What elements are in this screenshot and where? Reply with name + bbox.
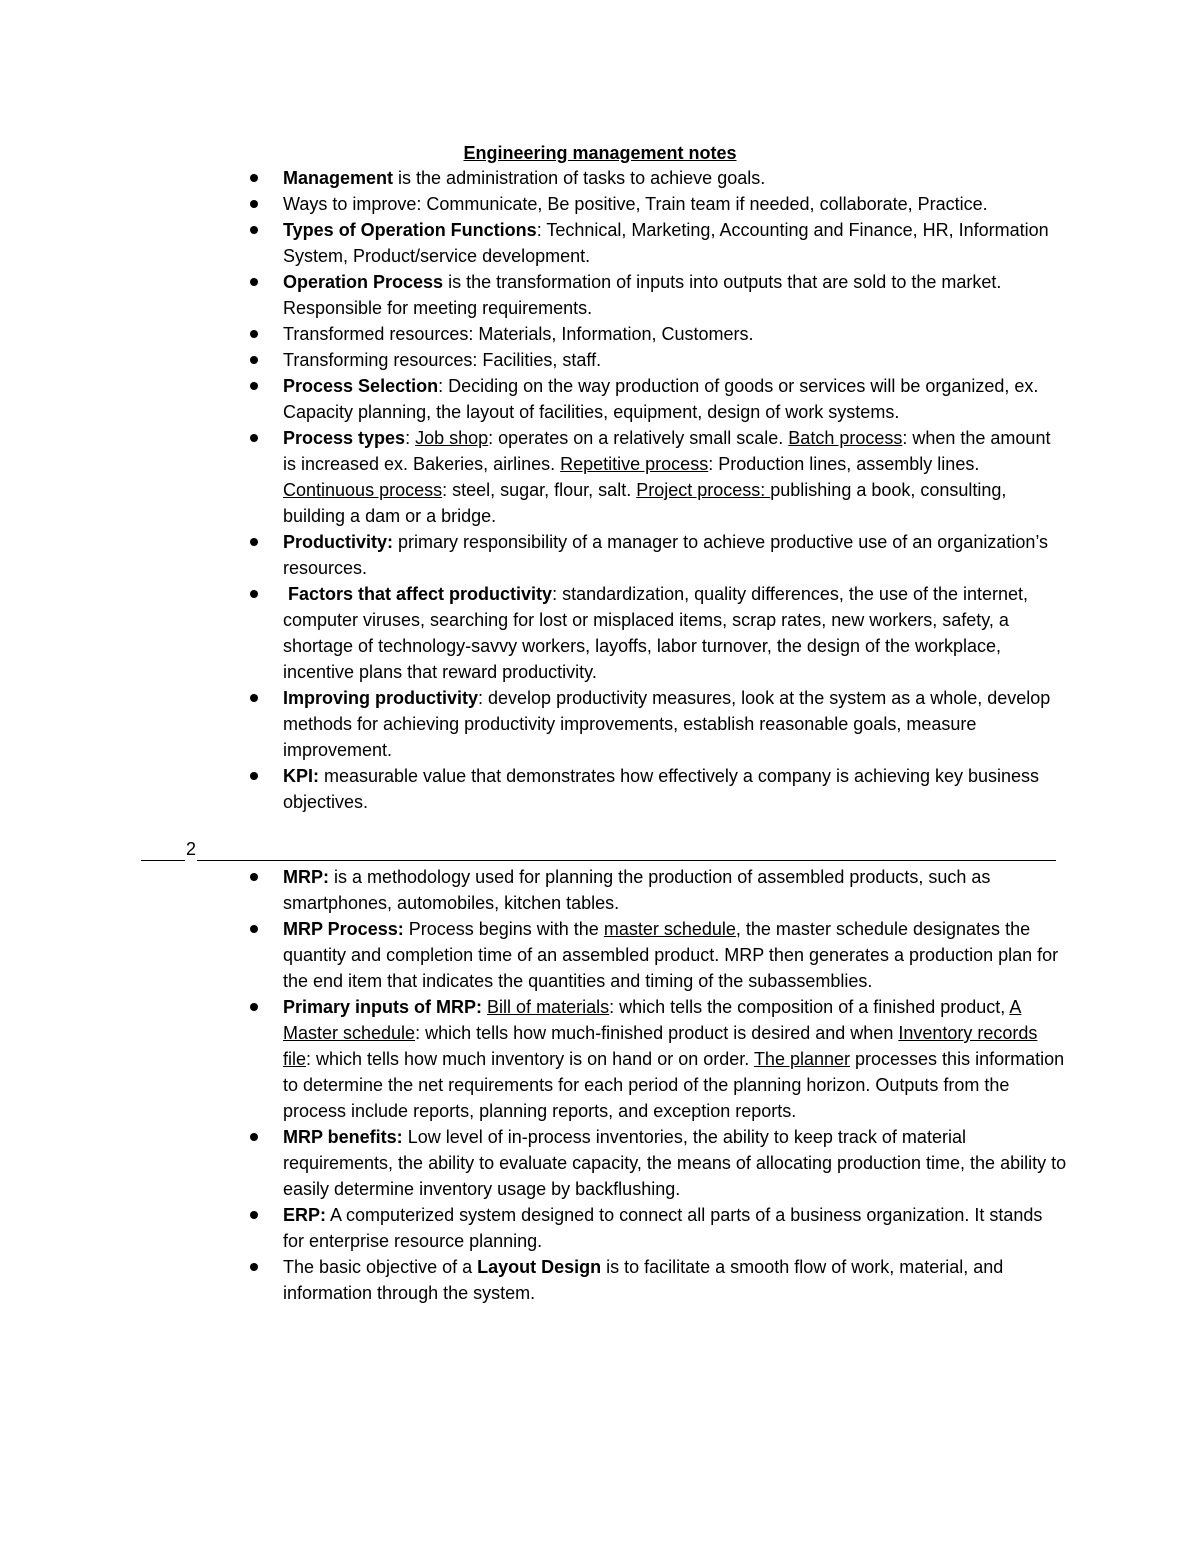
- list-item: Factors that affect productivity: standardization, quality differences, the use of the internet, computer viruses, searching for lost or misplaced items, scrap rates, new workers, safety, a shortage of technology-savvy workers, layoffs, labor turnover, the design of the workplace, incentive plans that reward productivity.: [283, 581, 1068, 685]
- bullet-icon: [250, 772, 258, 780]
- list-item: MRP Process: Process begins with the master schedule, the master schedule designates the quantity and completion time of an assembled product. MRP then generates a production plan for the end item that indicates the quantities and timing of the subassemblies.: [283, 916, 1068, 994]
- bullet-icon: [250, 200, 258, 208]
- list-item: Types of Operation Functions: Technical, Marketing, Accounting and Finance, HR, Information System, Product/service development.: [283, 217, 1068, 269]
- bullet-icon: [250, 1133, 258, 1141]
- bullet-icon: [250, 434, 258, 442]
- notes-list-page-1: [283, 165, 1068, 815]
- page-title: Engineering management notes: [463, 143, 737, 163]
- list-item: Operation Process is the transformation of inputs into outputs that are sold to the market. Responsible for meeting requirements.: [283, 269, 1068, 321]
- list-item: Transformed resources: Materials, Information, Customers.: [283, 321, 1068, 347]
- list-item: MRP benefits: Low level of in-process inventories, the ability to keep track of material requirements, the ability to evaluate capacity, the means of allocating production time, the ability to easily determine inventory usage by backflushing.: [283, 1124, 1068, 1202]
- list-item: Improving productivity: develop productivity measures, look at the system as a whole, develop methods for achieving productivity improvements, establish reasonable goals, measure improvement.: [283, 685, 1068, 763]
- list-item: Process Selection: Deciding on the way production of goods or services will be organized, ex. Capacity planning, the layout of facilities, equipment, design of work systems.: [283, 373, 1068, 425]
- bullet-icon: [250, 174, 258, 182]
- list-item: Ways to improve: Communicate, Be positive, Train team if needed, collaborate, Practice.: [283, 191, 1068, 217]
- list-item: MRP: is a methodology used for planning the production of assembled products, such as smartphones, automobiles, kitchen tables.: [283, 864, 1068, 916]
- bullet-icon: [250, 226, 258, 234]
- list-item: The basic objective of a Layout Design is to facilitate a smooth flow of work, material, and information through the system.: [283, 1254, 1068, 1306]
- bullet-icon: [250, 694, 258, 702]
- list-item: KPI: measurable value that demonstrates how effectively a company is achieving key business objectives.: [283, 763, 1068, 815]
- bullet-icon: [250, 925, 258, 933]
- bullet-icon: [250, 330, 258, 338]
- page-separator: [141, 836, 1056, 862]
- list-item: ERP: A computerized system designed to connect all parts of a business organization. It stands for enterprise resource planning.: [283, 1202, 1068, 1254]
- list-item: Productivity: primary responsibility of a manager to achieve productive use of an organization’s resources.: [283, 529, 1068, 581]
- list-item: Primary inputs of MRP: Bill of materials: which tells the composition of a finished product, A Master schedule: which tells how much-finished product is desired and when Inventory records file: which tells how much inventory is on hand or on order. The planner processes this information to determine the net requirements for each period of the planning horizon. Outputs from the process include reports, planning reports, and exception reports.: [283, 994, 1068, 1124]
- page-number: 2: [186, 839, 197, 859]
- bullet-icon: [250, 356, 258, 364]
- bullet-icon: [250, 873, 258, 881]
- separator-rule: [141, 860, 185, 861]
- bullet-icon: [250, 1263, 258, 1271]
- bullet-icon: [250, 278, 258, 286]
- list-item: Transforming resources: Facilities, staff.: [283, 347, 1068, 373]
- bullet-icon: [250, 1211, 258, 1219]
- bullet-icon: [250, 590, 258, 598]
- bullet-icon: [250, 1003, 258, 1011]
- bullet-icon: [250, 382, 258, 390]
- list-item: Management is the administration of tasks to achieve goals.: [283, 165, 1068, 191]
- separator-rule: [197, 860, 1056, 861]
- notes-list-page-2: [283, 864, 1068, 1306]
- list-item: Process types: Job shop: operates on a relatively small scale. Batch process: when the amount is increased ex. Bakeries, airlines. Repetitive process: Production lines, assembly lines. Continuous process: steel, sugar, flour, salt. Project process: publishing a book, consulting, building a dam or a bridge.: [283, 425, 1068, 529]
- bullet-icon: [250, 538, 258, 546]
